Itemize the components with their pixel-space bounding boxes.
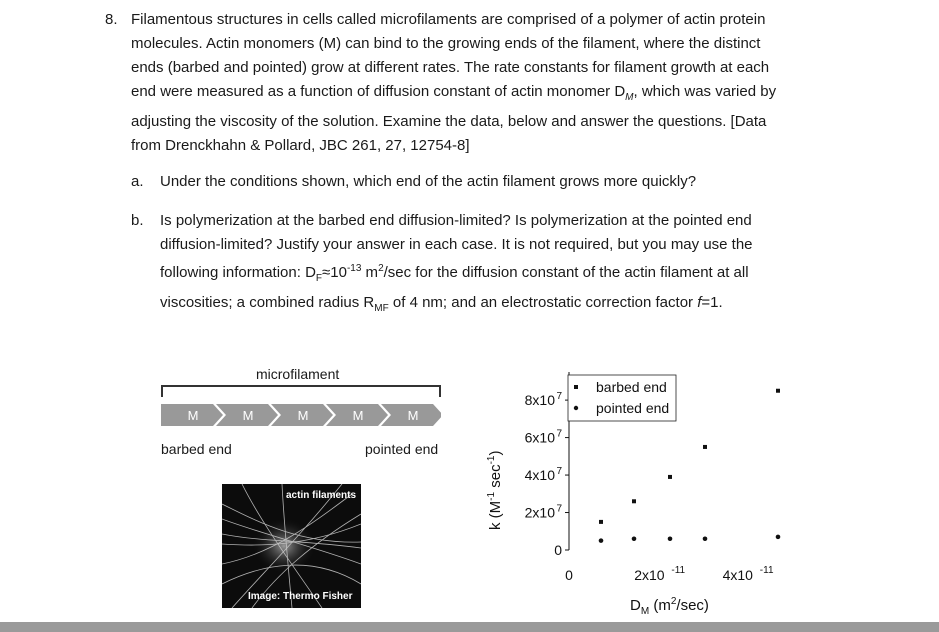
y-tick-label: 4x10 <box>524 467 555 484</box>
actin-filaments-drawing <box>222 484 361 608</box>
x-tick-exponent: -11 <box>759 565 774 576</box>
data-point-pointed <box>632 536 637 541</box>
y-tick-label: 8x10 <box>524 392 555 409</box>
question-line-5: adjusting the viscosity of the solution. Examine the data, below and answer the questions. [Data <box>131 113 767 130</box>
monomer-label: M <box>242 408 254 423</box>
x-tick-label: 0 <box>565 567 573 583</box>
data-point-barbed <box>668 475 672 479</box>
monomer-label: M <box>297 408 309 423</box>
question-line-2: molecules. Actin monomers (M) can bind to the growing ends of the filament, where the distinct <box>131 35 761 52</box>
data-point-barbed <box>632 499 636 503</box>
legend-circle-marker <box>574 406 578 410</box>
data-point-barbed <box>703 445 707 449</box>
y-tick-label: 0 <box>554 542 562 558</box>
part-a-label: a. <box>131 173 144 190</box>
part-a-text: Under the conditions shown, which end of the actin filament grows more quickly? <box>160 173 697 190</box>
y-tick-exponent: 7 <box>556 391 562 403</box>
part-b-label: b. <box>131 212 144 229</box>
monomer-label: M <box>407 408 419 423</box>
actin-filaments-image <box>222 484 361 608</box>
data-point-pointed <box>703 536 708 541</box>
barbed-end-label: barbed end <box>161 441 232 457</box>
y-tick-exponent: 7 <box>556 503 562 515</box>
y-tick-exponent: 7 <box>556 428 562 440</box>
question-line-4: end were measured as a function of diffusion constant of actin monomer $D_M$, which was varied by <box>131 83 777 103</box>
photo-caption-top: actin filaments <box>286 490 357 501</box>
y-tick-exponent: 7 <box>556 466 562 478</box>
data-point-pointed <box>599 538 604 543</box>
x-axis-label: $D_M$ $(m^2/\sec)$ <box>630 596 709 617</box>
data-point-barbed <box>776 389 780 393</box>
monomer-label: M <box>187 408 199 423</box>
question-text <box>131 8 831 158</box>
y-tick-label: 2x10 <box>524 504 555 521</box>
bottom-scroll-bar[interactable] <box>0 622 939 632</box>
data-point-pointed <box>776 535 781 540</box>
microfilament-bracket <box>161 385 441 397</box>
question-line-1: Filamentous structures in cells called microfilaments are comprised of a polymer of actin protein <box>131 11 766 28</box>
legend-entry: barbed end <box>596 379 667 395</box>
x-tick-label: 2x10 <box>634 567 665 583</box>
y-axis-label: k ($M^{-1}$ $\sec^{-1}$) <box>486 450 504 530</box>
y-tick-label: 6x10 <box>524 429 555 446</box>
part-b-text: Is polymerization at the barbed end diffusion-limited? Is polymerization at the pointed end diffusion-limited? Justify your answer in each case. It is not required, but you may use the following information: $D_F\approx 10^{-13}$ $m^2/\sec$ for the diffusion constant of the actin filament at all viscosities; a combined radius $R_{MF}$ of 4 nm; and an electrostatic correction factor f=1. <box>160 212 753 314</box>
question-line-3: ends (barbed and pointed) grow at different rates. The rate constants for filament growth at each <box>131 59 770 76</box>
x-tick-label: 4x10 <box>722 567 753 583</box>
question-line-6: from Drenckhahn & Pollard, JBC 261, 27, 12754-8] <box>131 137 470 154</box>
data-point-pointed <box>668 536 673 541</box>
data-point-barbed <box>599 520 603 524</box>
x-tick-exponent: -11 <box>671 565 686 576</box>
chart-legend <box>568 375 676 421</box>
legend-square-marker <box>574 385 578 389</box>
rate-constant-chart <box>480 365 800 620</box>
monomer-chain <box>161 404 441 434</box>
question-number: 8. <box>105 11 118 28</box>
monomer-label: M <box>352 408 364 423</box>
photo-caption-bottom: Image: Thermo Fisher <box>248 591 353 602</box>
legend-entry: pointed end <box>596 400 670 416</box>
pointed-end-label: pointed end <box>365 441 439 457</box>
microfilament-title: microfilament <box>256 366 340 382</box>
